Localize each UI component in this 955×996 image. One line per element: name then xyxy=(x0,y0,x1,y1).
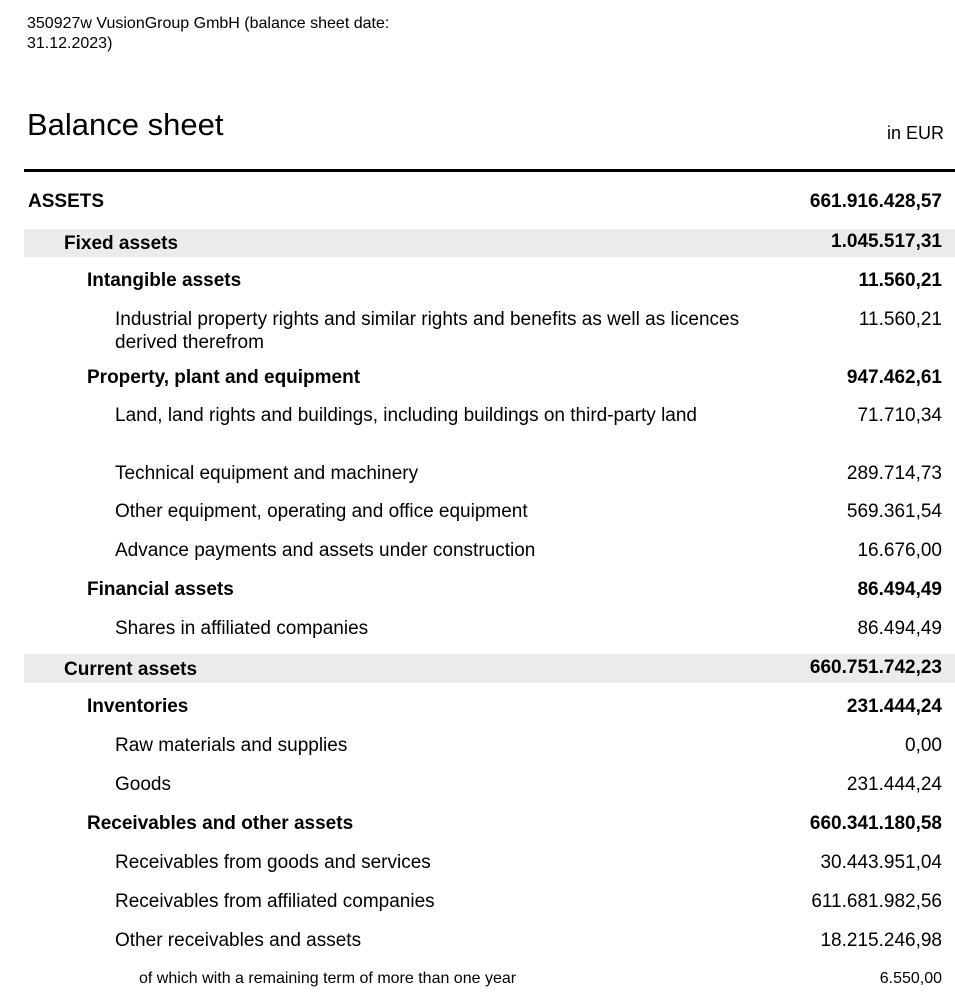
row-label: Receivables from goods and services xyxy=(115,852,431,873)
row-value: 660.341.180,58 xyxy=(809,813,942,834)
row-value: 11.560,21 xyxy=(858,309,942,330)
row-label: of which with a remaining term of more than one year xyxy=(139,970,517,987)
balance-row-shares-affiliated xyxy=(24,615,955,641)
row-value: 86.494,49 xyxy=(857,579,942,600)
row-label: Shares in affiliated companies xyxy=(115,618,369,639)
row-label: Receivables from affiliated companies xyxy=(115,891,435,912)
row-value: 0,00 xyxy=(905,735,942,756)
row-label: Industrial property rights and similar rights and benefits as well as licences derived therefrom xyxy=(115,309,740,353)
balance-row-receivables-other-assets xyxy=(24,810,955,836)
row-value: 18.215.246,98 xyxy=(820,930,942,951)
row-value: 11.560,21 xyxy=(858,270,942,291)
row-label: Fixed assets xyxy=(64,233,179,254)
balance-row-industrial-property-rights xyxy=(24,307,955,355)
balance-row-technical-equipment xyxy=(24,460,955,486)
row-label: Receivables and other assets xyxy=(87,813,354,834)
balance-row-property-plant-equipment xyxy=(24,364,955,390)
row-value: 6.550,00 xyxy=(879,970,942,987)
row-value: 231.444,24 xyxy=(846,696,942,717)
row-value: 16.676,00 xyxy=(857,540,942,561)
balance-row-receivables-affiliated xyxy=(24,888,955,914)
row-value: 611.681.982,56 xyxy=(811,891,942,912)
header-divider xyxy=(24,169,955,172)
row-value: 661.916.428,57 xyxy=(809,191,942,212)
page-title: Balance sheet xyxy=(27,107,224,142)
row-label: Current assets xyxy=(64,659,198,680)
row-label: Financial assets xyxy=(87,579,234,600)
row-label: Other receivables and assets xyxy=(115,930,362,951)
row-label: ASSETS xyxy=(28,191,105,212)
row-label: Advance payments and assets under construction xyxy=(115,540,536,561)
balance-row-intangible-assets xyxy=(24,267,955,293)
row-value: 30.443.951,04 xyxy=(820,852,942,873)
row-value: 86.494,49 xyxy=(857,618,942,639)
row-value: 71.710,34 xyxy=(857,405,942,426)
row-label: Land, land rights and buildings, including buildings on third-party land xyxy=(115,405,697,426)
row-label: Intangible assets xyxy=(87,270,242,291)
balance-row-other-equipment xyxy=(24,498,955,524)
balance-row-remaining-term xyxy=(24,965,955,989)
row-value: 1.045.517,31 xyxy=(831,231,942,252)
balance-row-advance-payments xyxy=(24,537,955,563)
row-value: 947.462,61 xyxy=(846,367,942,388)
company-header: 350927w VusionGroup GmbH (balance sheet date: 31.12.2023) xyxy=(27,15,390,52)
row-label: Technical equipment and machinery xyxy=(115,463,419,484)
row-label: Other equipment, operating and office equipment xyxy=(115,501,528,522)
balance-row-receivables-goods-services xyxy=(24,849,955,875)
balance-row-raw-materials xyxy=(24,732,955,758)
currency-unit: in EUR xyxy=(886,123,944,143)
balance-row-other-receivables xyxy=(24,927,955,953)
row-label: Property, plant and equipment xyxy=(87,367,361,388)
balance-row-fixed-assets xyxy=(24,229,955,257)
row-value: 569.361,54 xyxy=(846,501,942,522)
row-label: Raw materials and supplies xyxy=(115,735,348,756)
row-label: Inventories xyxy=(87,696,189,717)
balance-row-financial-assets xyxy=(24,576,955,602)
row-label: Goods xyxy=(115,774,171,795)
balance-row-assets xyxy=(24,189,955,215)
balance-row-inventories xyxy=(24,693,955,719)
balance-row-land-buildings xyxy=(24,402,955,428)
row-value: 660.751.742,23 xyxy=(809,657,942,678)
balance-row-current-assets xyxy=(24,654,955,683)
balance-row-goods xyxy=(24,771,955,797)
row-value: 231.444,24 xyxy=(846,774,942,795)
row-value: 289.714,73 xyxy=(846,463,942,484)
